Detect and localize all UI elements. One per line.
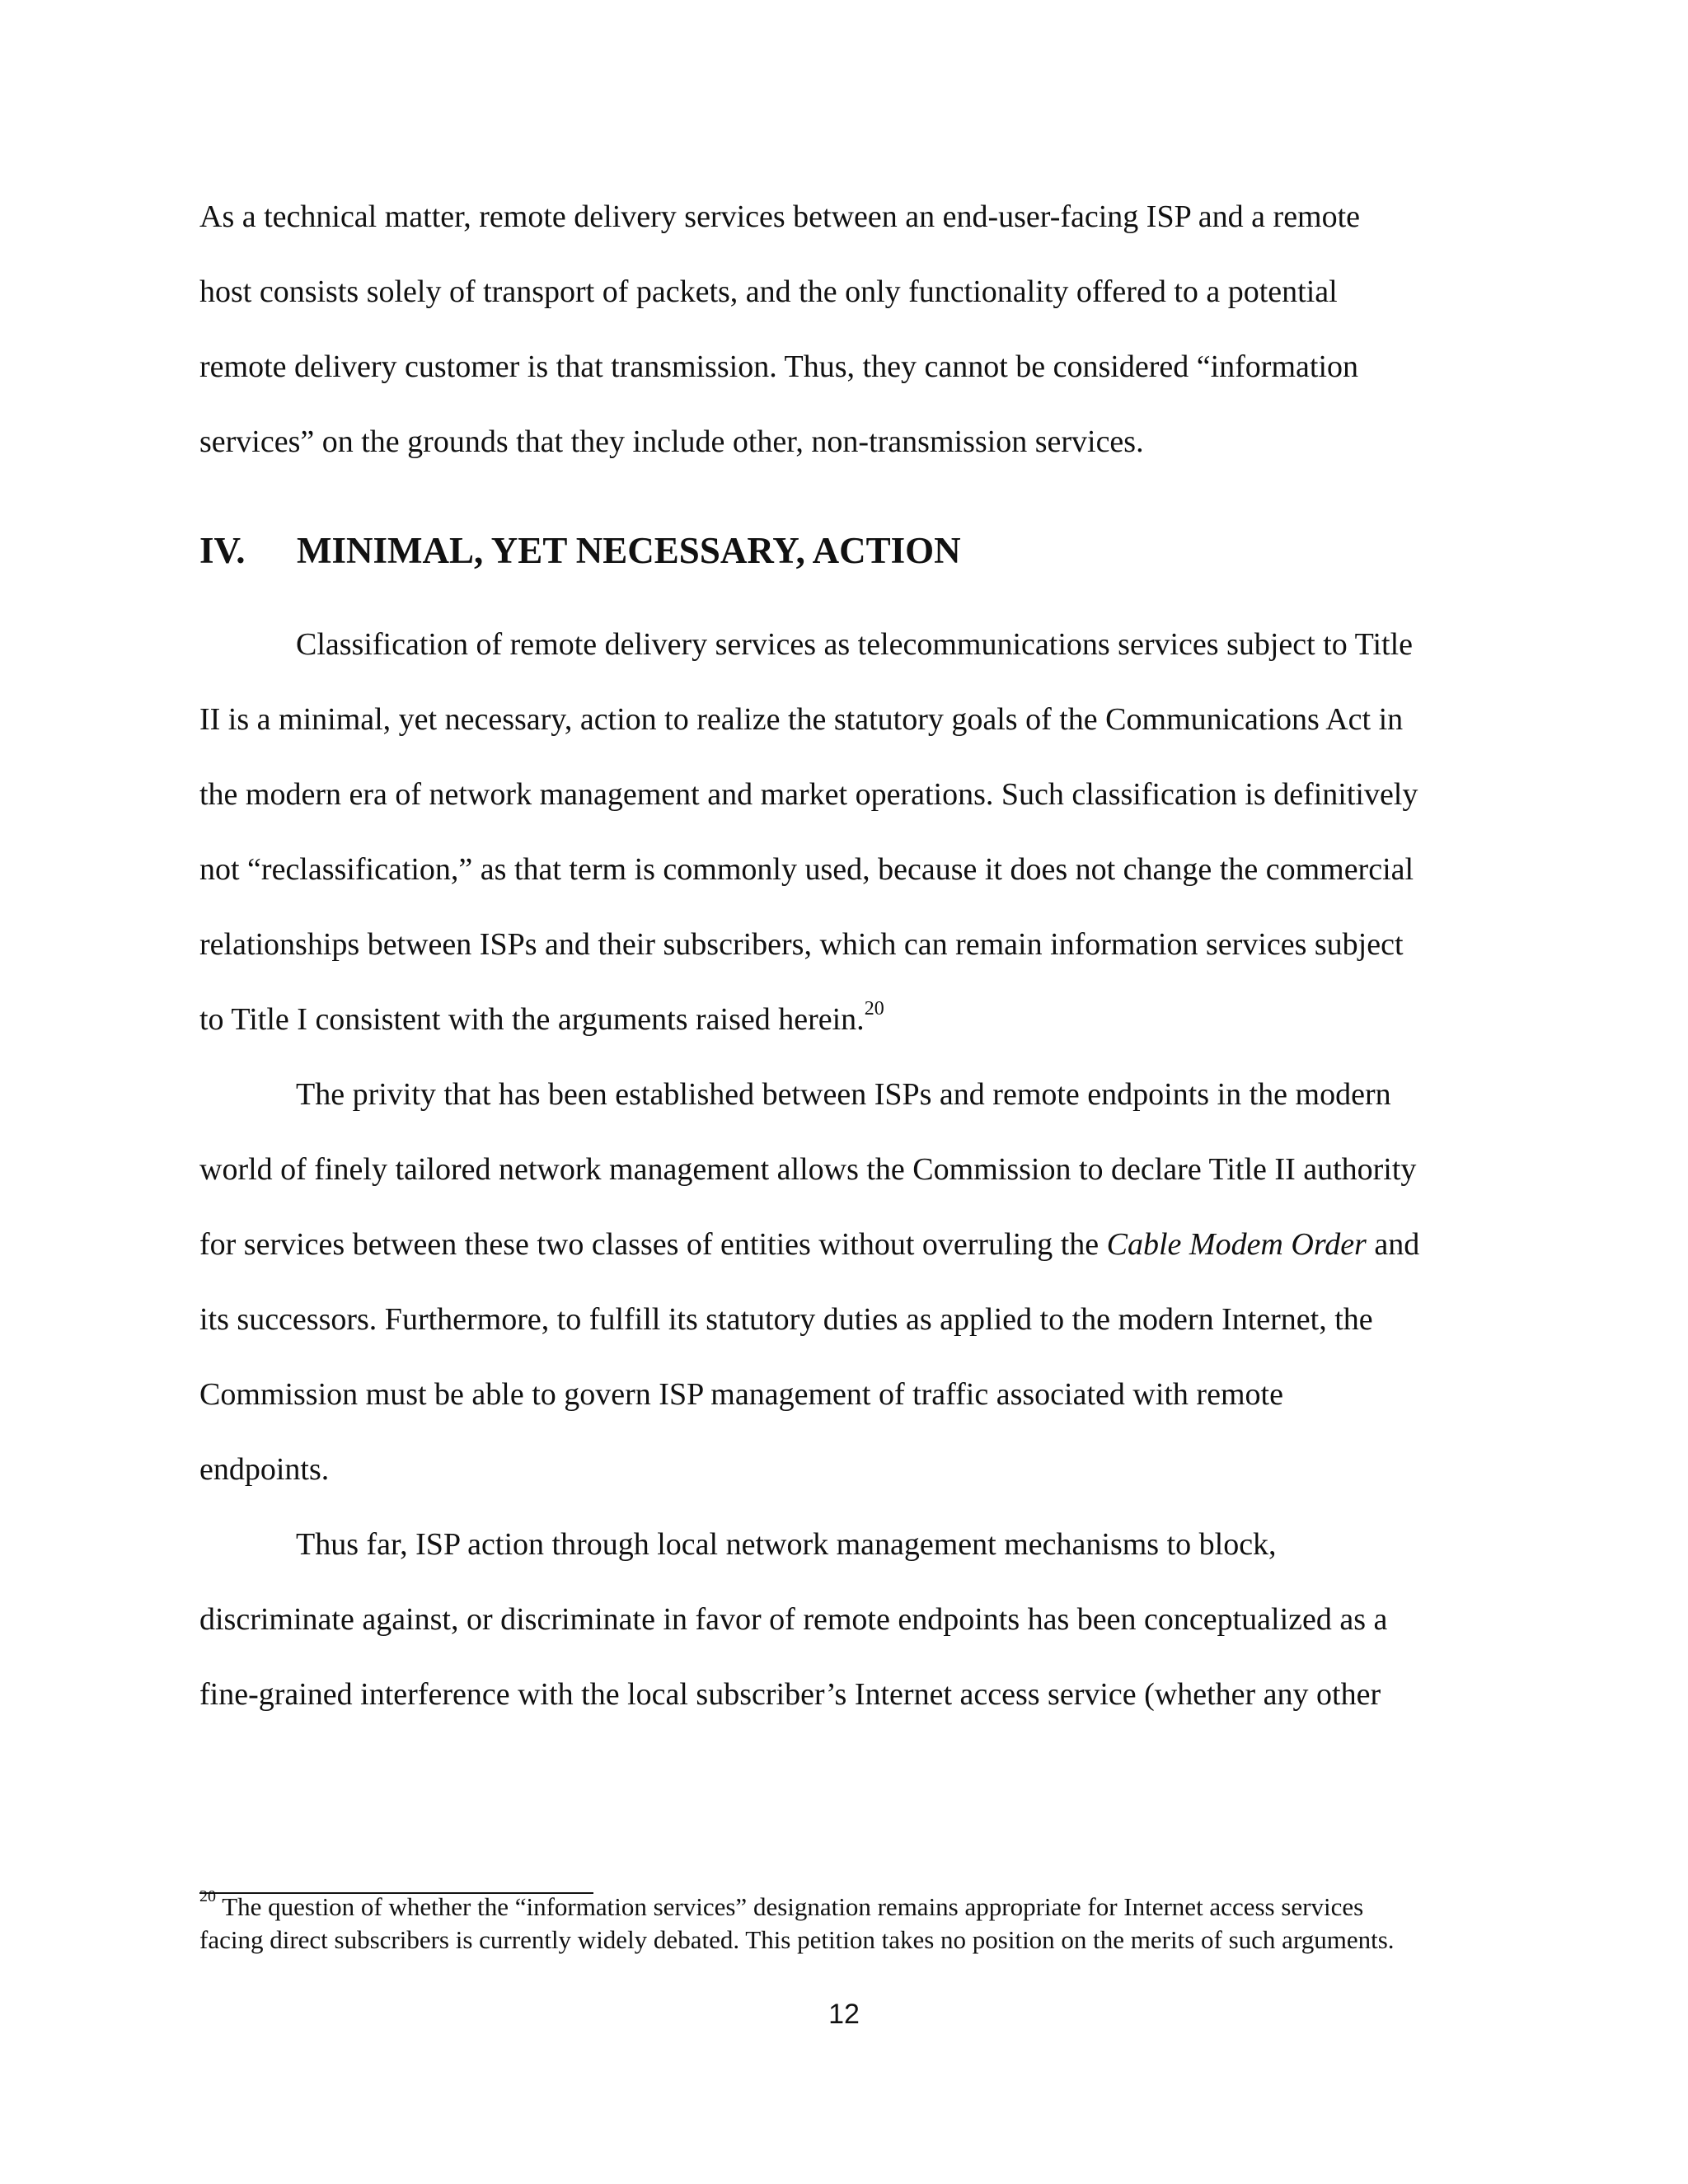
footnote-reference: 20 xyxy=(864,998,884,1020)
section-number: IV. xyxy=(199,530,246,571)
body-text-line: relationships between ISPs and their subscribers, which can remain information services subject xyxy=(199,927,1404,962)
footnote-text: The question of whether the “information services” designation remains appropriate for Internet access services xyxy=(216,1892,1364,1921)
section-title: MINIMAL, YET NECESSARY, ACTION xyxy=(297,530,961,571)
body-text-line: its successors. Furthermore, to fulfill its statutory duties as applied to the modern Internet, the xyxy=(199,1302,1373,1337)
case-citation: Cable Modem Order xyxy=(1106,1227,1367,1262)
section-heading xyxy=(199,529,961,572)
body-text-line xyxy=(199,998,884,1038)
body-text-line: host consists solely of transport of packets, and the only functionality offered to a potential xyxy=(199,274,1338,309)
body-text-line: fine-grained interference with the local subscriber’s Internet access service (whether any other xyxy=(199,1677,1381,1712)
body-text-line: discriminate against, or discriminate in favor of remote endpoints has been conceptualized as a xyxy=(199,1602,1388,1637)
page-number: 12 xyxy=(828,1999,860,2030)
body-text-line: not “reclassification,” as that term is commonly used, because it does not change the commercial xyxy=(199,852,1414,887)
footnote-text-line: facing direct subscribers is currently widely debated. This petition takes no position on the merits of such arguments. xyxy=(199,1925,1395,1954)
body-text: for services between these two classes of entities without overruling the xyxy=(199,1227,1107,1262)
body-text-line: Commission must be able to govern ISP management of traffic associated with remote xyxy=(199,1377,1283,1412)
body-text: to Title I consistent with the arguments raised herein. xyxy=(199,1002,865,1037)
footnote-text-line xyxy=(199,1886,1364,1922)
body-text: and xyxy=(1366,1227,1420,1262)
body-text-line: endpoints. xyxy=(199,1452,330,1487)
body-text-line: The privity that has been established between ISPs and remote endpoints in the modern xyxy=(296,1077,1391,1112)
body-text-line: remote delivery customer is that transmission. Thus, they cannot be considered “information xyxy=(199,349,1358,384)
body-text-line: the modern era of network management and market operations. Such classification is definitively xyxy=(199,777,1418,812)
footnote-marker: 20 xyxy=(199,1886,216,1905)
body-text-line: Thus far, ISP action through local network management mechanisms to block, xyxy=(296,1527,1277,1562)
body-text-line: II is a minimal, yet necessary, action to realize the statutory goals of the Communications Act in xyxy=(199,702,1404,737)
body-text-line: Classification of remote delivery services as telecommunications services subject to Title xyxy=(296,627,1413,662)
body-text-line: As a technical matter, remote delivery services between an end-user-facing ISP and a remote xyxy=(199,199,1361,234)
body-text-line xyxy=(199,1226,1419,1263)
body-text-line: world of finely tailored network management allows the Commission to declare Title II authority xyxy=(199,1152,1417,1187)
body-text-line: services” on the grounds that they include other, non-transmission services. xyxy=(199,424,1144,459)
